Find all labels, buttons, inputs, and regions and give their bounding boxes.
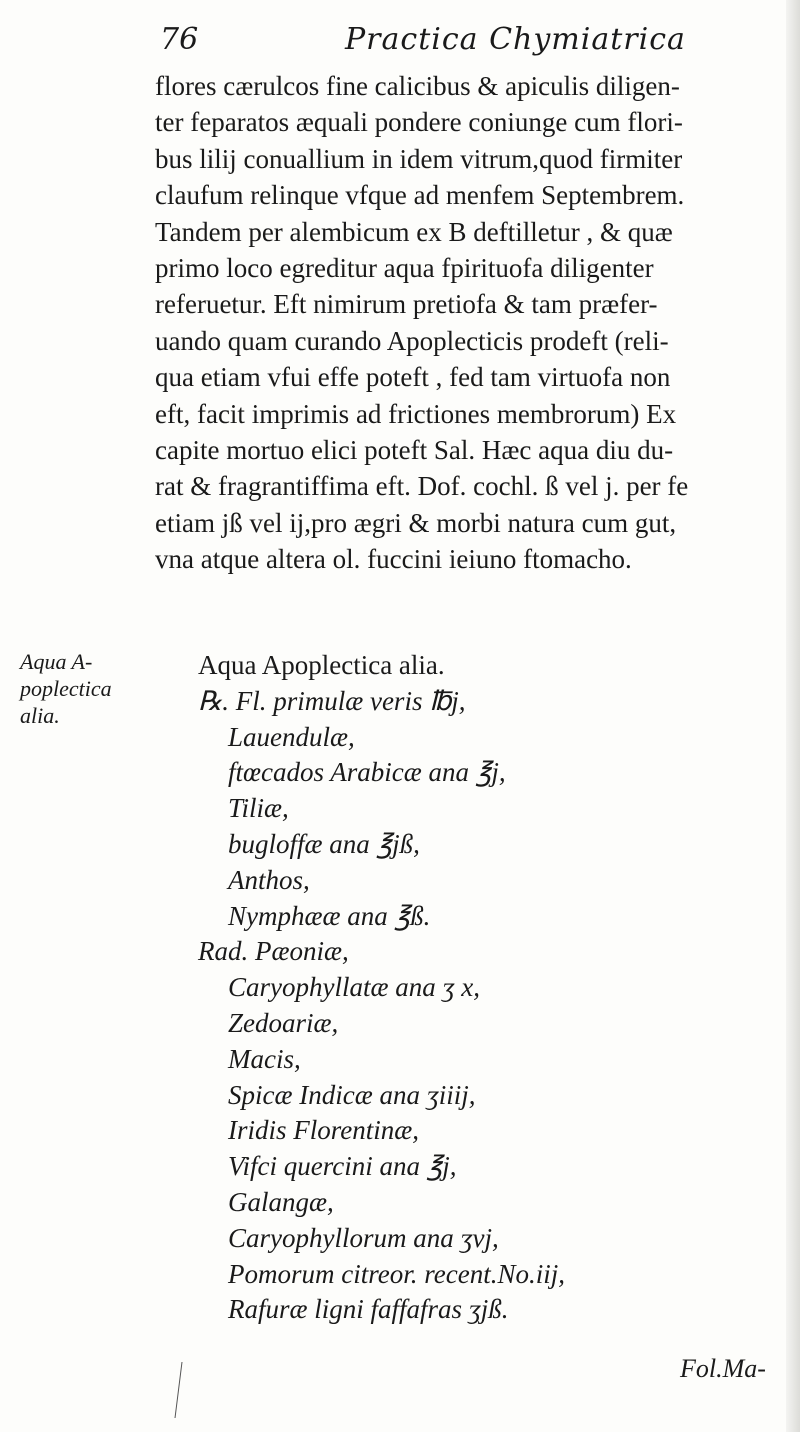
text-line: bus lilij conuallium in idem vitrum,quod firmiter — [155, 143, 683, 174]
recipe-ingredient: ftœcados Arabicæ ana ℥j, — [228, 757, 506, 788]
page-number: 76 — [160, 22, 199, 57]
recipe-title: Aqua Apoplectica alia. — [198, 650, 445, 680]
ink-stroke — [172, 1360, 184, 1420]
recipe-ingredient: Macis, — [228, 1043, 301, 1074]
margin-note-line: alia. — [20, 703, 60, 728]
body-paragraph — [155, 68, 795, 578]
recipe-ingredient: bugloffæ ana ℥jß, — [228, 828, 420, 859]
text-line: flores cærulcos fine calicibus & apiculis diligen- — [155, 71, 680, 101]
recipe-ingredient: Anthos, — [228, 864, 310, 895]
margin-note — [20, 648, 150, 729]
text-line: etiam jß vel ij,pro ægri & morbi natura cum gut, — [155, 507, 677, 538]
text-line: referuetur. Eft nimirum pretiofa & tam præfer- — [155, 289, 658, 320]
text-line: rat & fragrantiffima eft. Dof. cochl. ß vel j. per fe — [155, 471, 689, 502]
recipe-ingredient: ℞. Fl. primulæ veris ℔j, — [198, 685, 466, 716]
recipe-ingredient: Galangæ, — [228, 1186, 334, 1217]
recipe-ingredient: Rafuræ ligni faffafras ʒjß. — [228, 1294, 509, 1325]
margin-note-line: Aqua A- — [20, 649, 93, 674]
recipe-ingredient: Lauendulæ, — [228, 721, 355, 752]
recipe-ingredient: Zedoariæ, — [228, 1007, 339, 1038]
text-line: Tandem per alembicum ex B deftilletur , & quæ — [155, 216, 673, 247]
text-line: eft, facit imprimis ad frictiones membrorum) Ex — [155, 398, 677, 429]
text-line: primo loco egreditur aqua fpirituofa diligenter — [155, 253, 654, 284]
text-line: claufum relinque vfque ad menfem Septembrem. — [155, 180, 685, 211]
running-title: Practica Chymiatrica — [345, 22, 686, 57]
recipe-ingredient: Spicæ Indicæ ana ʒiiij, — [228, 1079, 476, 1110]
recipe-ingredient: Caryophyllatæ ana ʒ x, — [228, 972, 480, 1003]
text-line: vna atque altera ol. fuccini ieiuno ftomacho. — [155, 544, 632, 575]
recipe-ingredient: Caryophyllorum ana ʒvj, — [228, 1222, 499, 1253]
recipe-ingredient: Pomorum citreor. recent.No.iij, — [228, 1258, 565, 1289]
page-edge — [786, 0, 800, 1432]
recipe-ingredient: Rad. Pæoniæ, — [198, 936, 349, 967]
text-line: qua etiam vfui effe poteft , fed tam virtuofa non — [155, 362, 671, 393]
text-line: ter feparatos æquali pondere coniunge cum flori- — [155, 107, 683, 138]
recipe-ingredient: Vifci quercini ana ℥j, — [228, 1151, 457, 1182]
recipe-block — [198, 648, 738, 1328]
catchword: Fol.Ma- — [680, 1354, 766, 1383]
margin-note-line: poplectica — [20, 676, 112, 701]
page-header — [160, 18, 720, 70]
text-line: uando quam curando Apoplecticis prodeft (reli- — [155, 325, 669, 356]
recipe-ingredient: Tiliæ, — [228, 793, 289, 824]
recipe-ingredient: Iridis Florentinæ, — [228, 1115, 420, 1146]
text-line: capite mortuo elici poteft Sal. Hæc aqua diu du- — [155, 435, 674, 466]
recipe-ingredient: Nymphææ ana ℥ß. — [228, 900, 431, 931]
